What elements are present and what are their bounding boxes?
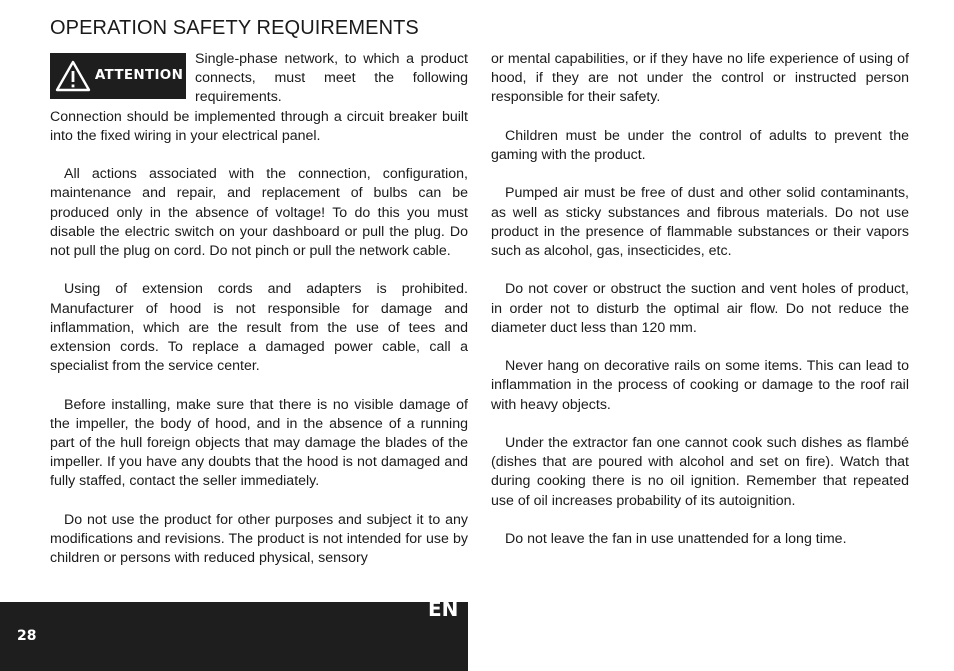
left-paragraph: All actions associated with the connection, configuration, maintenance and repair, and replacement of bulbs can be produced only in the absence of voltage! To do this you must disable the electric switch on your dashboard or pull the plug. Do not pull the plug on cord. Do not pinch or pull the network cable. (50, 166, 468, 260)
right-paragraph: Children must be under the control of adults to prevent the gaming with the product. (491, 127, 909, 163)
left-column (50, 50, 468, 588)
right-paragraph: Do not leave the fan in use unattended for a long time. (505, 530, 847, 547)
attention-badge (50, 53, 186, 99)
language-label: EN (428, 597, 459, 621)
page-title: OPERATION SAFETY REQUIREMENTS (50, 17, 419, 39)
right-paragraph: Pumped air must be free of dust and other solid contaminants, as well as sticky substances and fibrous materials. Do not use product in the presence of flammable substances or their vapors such as alcohol, gas, insecticides, etc. (491, 185, 909, 259)
right-paragraph: Under the extractor fan one cannot cook such dishes as flambé (dishes that are poured with alcohol and set on fire). Watch that during cooking there is no oil ignition. Remember that repeated use of oil increases probability of its autoignition. (491, 434, 909, 509)
footer-bar (0, 602, 468, 671)
page-number: 28 (17, 628, 37, 644)
attention-label: ATTENTION (94, 67, 184, 84)
warning-triangle-icon (55, 60, 91, 92)
right-paragraph: Do not cover or obstruct the suction and vent holes of product, in order not to disturb the optimal air flow. Do not reduce the diameter duct less than 120 mm. (491, 281, 909, 336)
intro-text: Single-phase network, to which a product connects, must meet the following requirements. (195, 51, 468, 106)
left-paragraph: Using of extension cords and adapters is prohibited. Manufacturer of hood is not responsible for damage and inflammation, which are the result from the use of tees and extension cords. To replace a damaged power cable, call a specialist from the service center. (50, 281, 468, 375)
right-column (491, 50, 909, 568)
left-paragraph: Do not use the product for other purposes and subject it to any modifications and revisions. The product is not intended for use by children or persons with reduced physical, sensory (50, 511, 468, 567)
attention-block (50, 50, 468, 108)
intro-continuation: Connection should be implemented through a circuit breaker built into the fixed wiring in your electrical panel. (50, 108, 468, 144)
right-continuation: or mental capabilities, or if they have no life experience of using of hood, if they are not under the control or instructed person responsible for their safety. (491, 51, 909, 106)
right-paragraph: Never hang on decorative rails on some items. This can lead to inflammation in the process of cooking or damage to the roof rail with heavy objects. (491, 358, 909, 413)
left-paragraph: Before installing, make sure that there is no visible damage of the impeller, the body of hood, and in the absence of a running part of the hull foreign objects that may damage the blades of the impeller. If you have any doubts that the hood is not damaged and fully staffed, contact the seller immediately. (50, 396, 468, 490)
